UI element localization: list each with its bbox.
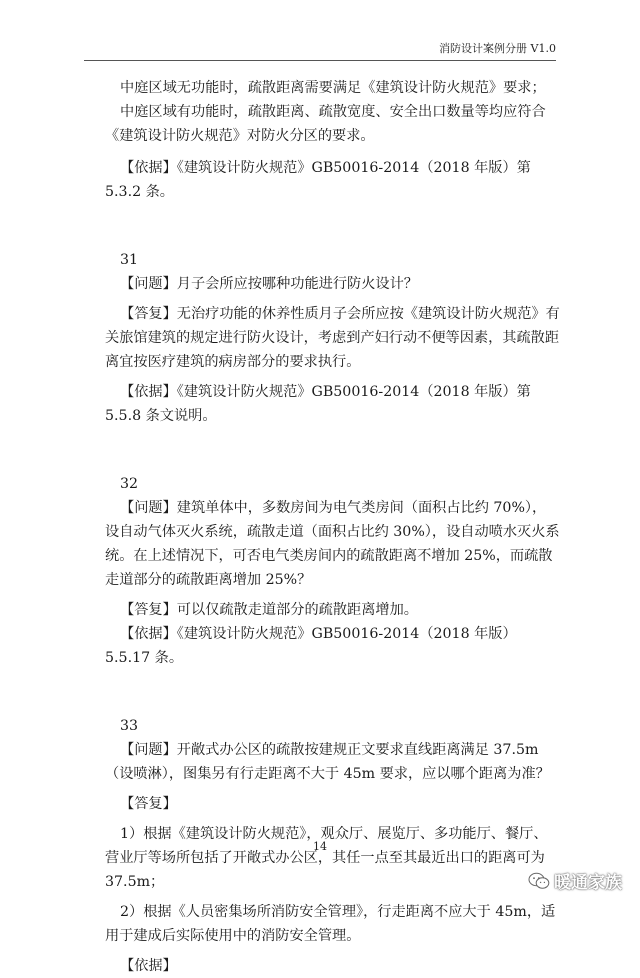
item-31-question: 【问题】月子会所应按哪种功能进行防火设计？ [120, 276, 418, 292]
watermark-text: 暖通家族 [554, 873, 622, 893]
item-31-basis: 【依据】《建筑设计防火规范》GB50016-2014（2018 年版）第 5.5.8 条文说明。 [105, 384, 531, 424]
item-33-question: 【问题】开敞式办公区的疏散按建规正文要求直线距离满足 37.5m（设喷淋），图集另有行走距离不大于 45m 要求，应以哪个距离为准？ [105, 742, 550, 782]
intro-line-2: 中庭区域有功能时，疏散距离、疏散宽度、安全出口数量等均应符合《建筑设计防火规范》对防火分区的要求。 [105, 104, 546, 144]
item-33-basis-label: 【依据】 [120, 958, 177, 974]
wechat-icon [528, 872, 550, 890]
header-rule [84, 60, 556, 61]
item-33-answer-label: 【答复】 [120, 796, 177, 812]
item-number-32: 32 [120, 476, 139, 492]
item-number-33: 33 [120, 718, 139, 734]
intro-line-1: 中庭区域无功能时，疏散距离需要满足《建筑设计防火规范》要求； [120, 80, 546, 96]
item-32-question: 【问题】建筑单体中，多数房间为电气类房间（面积占比约 70%），设自动气体灭火系统，疏散走道（面积占比约 30%），设自动喷水灭火系统。在上述情况下，可否电气类房间内的疏散距离不增加 25%，而疏散走道部分的疏散距离增加 25%？ [105, 500, 560, 588]
intro-basis: 【依据】《建筑设计防火规范》GB50016-2014（2018 年版）第 5.3.2 条。 [105, 160, 531, 200]
item-number-31: 31 [120, 252, 139, 268]
item-31-answer: 【答复】无治疗功能的休养性质月子会所应按《建筑设计防火规范》有关旅馆建筑的规定进行防火设计，考虑到产妇行动不便等因素，其疏散距离宜按医疗建筑的病房部分的要求执行。 [105, 306, 560, 370]
page-number: 14 [313, 840, 327, 853]
item-32-answer: 【答复】可以仅疏散走道部分的疏散距离增加。 [120, 602, 418, 618]
watermark [528, 868, 622, 893]
item-33-answer-2: 2）根据《人员密集场所消防安全管理》，行走距离不应大于 45m，适用于建成后实际使用中的消防安全管理。 [105, 904, 556, 944]
item-33-answer-1: 1）根据《建筑设计防火规范》，观众厅、展览厅、多功能厅、餐厅、营业厅等场所包括了开敞式办公区，其任一点至其最近出口的距离可为 37.5m； [105, 826, 548, 890]
document-header: 消防设计案例分册 V1.0 [439, 42, 556, 55]
item-32-basis: 【依据】《建筑设计防火规范》GB50016-2014（2018 年版）5.5.17 条。 [105, 626, 517, 666]
